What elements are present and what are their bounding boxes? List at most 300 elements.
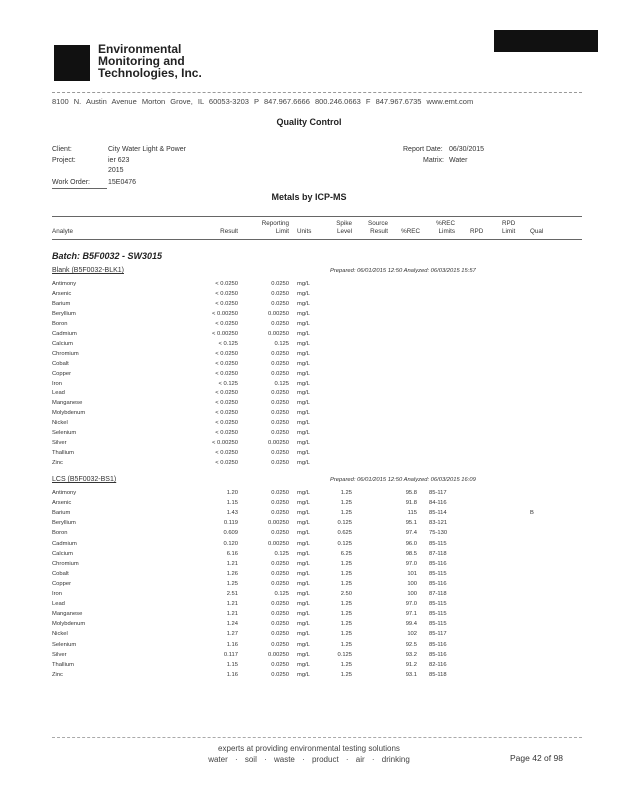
col-source-line2: Result — [370, 228, 388, 235]
company-address: 8100 N. Austin Avenue Morton Grove, IL 60053-3203 P 847.967.6666 800.246.0663 F 847.967.6735 www.emt.com — [52, 97, 474, 106]
cell-rec: 91.2 — [405, 661, 417, 668]
cell-rec-limits: 85-116 — [429, 580, 447, 587]
cell-rec-limits: 85-117 — [429, 631, 447, 638]
cell-result: 1.27 — [226, 631, 238, 638]
cell-analyte: Nickel — [52, 631, 68, 638]
blank-label: Blank (B5F0032-BLK1) — [52, 267, 124, 274]
cell-analyte: Copper — [52, 370, 72, 377]
cell-units: mg/L — [297, 651, 310, 658]
workorder-rule — [52, 188, 107, 189]
cell-units: mg/L — [297, 380, 310, 387]
redaction-bar — [494, 30, 598, 52]
footer-divider — [52, 737, 582, 738]
cell-spike-level: 1.25 — [340, 671, 352, 678]
table-row — [0, 510, 618, 520]
cell-units: mg/L — [297, 430, 310, 437]
cell-result: 1.21 — [226, 601, 238, 608]
cell-reporting-limit: 0.125 — [274, 550, 289, 557]
cell-units: mg/L — [297, 450, 310, 457]
cell-units: mg/L — [297, 310, 310, 317]
cell-units: mg/L — [297, 540, 310, 547]
cell-spike-level: 1.25 — [340, 601, 352, 608]
cell-reporting-limit: 0.0250 — [271, 530, 289, 537]
cell-result: 0.117 — [223, 651, 238, 658]
table-row — [0, 611, 618, 621]
table-row — [0, 621, 618, 631]
header-divider — [52, 92, 582, 93]
matrix-label: Matrix: — [423, 157, 444, 164]
cell-reporting-limit: 0.0250 — [271, 420, 289, 427]
cell-analyte: Selenium — [52, 430, 77, 437]
cell-result: < 0.0250 — [215, 430, 238, 437]
cell-rec: 97.1 — [405, 611, 417, 618]
cell-spike-level: 6.25 — [340, 550, 352, 557]
cell-units: mg/L — [297, 621, 310, 628]
cell-analyte: Lead — [52, 601, 65, 608]
cell-spike-level: 1.25 — [340, 490, 352, 496]
cell-reporting-limit: 0.00250 — [268, 440, 289, 447]
cell-units: mg/L — [297, 490, 310, 496]
cell-result: < 0.0250 — [215, 370, 238, 377]
cell-spike-level: 1.25 — [340, 611, 352, 618]
table-row — [0, 450, 618, 460]
table-row — [0, 561, 618, 571]
cell-reporting-limit: 0.0250 — [271, 490, 289, 496]
cell-spike-level: 1.25 — [340, 631, 352, 638]
cell-reporting-limit: 0.0250 — [271, 661, 289, 668]
cell-reporting-limit: 0.0250 — [271, 641, 289, 648]
workorder-value: 15E0476 — [108, 179, 137, 186]
cell-units: mg/L — [297, 580, 310, 587]
company-name-line: Environmental — [98, 42, 182, 56]
cell-spike-level: 1.25 — [340, 500, 352, 507]
cell-rec-limits: 87-118 — [429, 550, 447, 557]
lcs-label: LCS (B5F0032-BS1) — [52, 476, 117, 483]
cell-result: 1.16 — [226, 671, 238, 678]
table-row — [0, 601, 618, 611]
cell-reporting-limit: 0.0250 — [271, 621, 289, 628]
cell-rec: 102 — [407, 631, 417, 638]
cell-units: mg/L — [297, 661, 310, 668]
cell-result: < 0.0250 — [215, 360, 238, 367]
table-row — [0, 361, 618, 371]
cell-analyte: Calcium — [52, 340, 73, 347]
table-row — [0, 400, 618, 410]
project-label: Project: — [52, 157, 76, 164]
col-rpdlimit-line1: RPD — [502, 220, 516, 227]
cell-reporting-limit: 0.125 — [274, 380, 289, 387]
cell-units: mg/L — [297, 530, 310, 537]
company-logo — [54, 45, 90, 81]
col-spike-level — [330, 220, 352, 236]
cell-analyte: Cobalt — [52, 570, 69, 577]
cell-rec-limits: 85-117 — [429, 490, 447, 496]
cell-units: mg/L — [297, 420, 310, 427]
cell-spike-level: 2.50 — [340, 591, 352, 597]
col-spike-line2: Level — [336, 228, 352, 235]
cell-rec: 95.8 — [405, 490, 417, 496]
cell-analyte: Arsenic — [52, 290, 72, 297]
cell-spike-level: 0.125 — [337, 651, 352, 658]
cell-reporting-limit: 0.0250 — [271, 300, 289, 307]
cell-analyte: Cadmium — [52, 330, 77, 337]
cell-analyte: Zinc — [52, 460, 63, 467]
company-name-line: Monitoring and — [98, 54, 185, 68]
cell-result: < 0.0250 — [215, 460, 238, 467]
report-title: Quality Control — [276, 117, 342, 127]
col-result: Result — [220, 228, 238, 235]
cell-units: mg/L — [297, 300, 310, 307]
cell-reporting-limit: 0.0250 — [271, 671, 289, 678]
cell-result: < 0.00250 — [212, 440, 238, 447]
cell-reporting-limit: 0.0250 — [271, 320, 289, 327]
report-date-label: Report Date: — [403, 146, 443, 153]
cell-reporting-limit: 0.0250 — [271, 360, 289, 367]
table-row — [0, 652, 618, 662]
col-source-result — [364, 220, 388, 236]
cell-reporting-limit: 0.0250 — [271, 290, 289, 297]
cell-spike-level: 1.25 — [340, 510, 352, 517]
cell-rec-limits: 85-115 — [429, 540, 447, 547]
col-analyte: Analyte — [52, 228, 74, 235]
cell-units: mg/L — [297, 390, 310, 397]
cell-spike-level: 1.25 — [340, 621, 352, 628]
cell-analyte: Zinc — [52, 671, 63, 678]
cell-units: mg/L — [297, 360, 310, 367]
cell-rec-limits: 85-115 — [429, 621, 447, 628]
cell-rec: 101 — [407, 570, 417, 577]
cell-analyte: Antimony — [52, 490, 77, 496]
cell-rec: 97.0 — [405, 601, 417, 608]
footer-tagline: experts at providing environmental testing solutions — [218, 744, 400, 753]
table-row — [0, 541, 618, 551]
lcs-prep-info: Prepared: 06/01/2015 12:50 Analyzed: 06/03/2015 16:09 — [330, 477, 476, 483]
cell-units: mg/L — [297, 570, 310, 577]
cell-rec: 97.0 — [405, 560, 417, 567]
cell-result: < 0.0250 — [215, 300, 238, 307]
cell-units: mg/L — [297, 641, 310, 648]
cell-analyte: Beryllium — [52, 310, 76, 317]
cell-result: < 0.0250 — [215, 390, 238, 397]
cell-result: 1.21 — [226, 560, 238, 567]
cell-analyte: Copper — [52, 580, 72, 587]
table-row — [0, 672, 618, 682]
cell-result: < 0.0250 — [215, 350, 238, 357]
cell-analyte: Silver — [52, 651, 67, 658]
cell-reporting-limit: 0.00250 — [268, 540, 289, 547]
cell-qualifier: B — [530, 510, 534, 517]
table-row — [0, 460, 618, 470]
footer-services: water · soil · waste · product · air · drinking — [208, 755, 410, 764]
cell-units: mg/L — [297, 340, 310, 347]
cell-units: mg/L — [297, 671, 310, 678]
cell-analyte: Boron — [52, 320, 68, 327]
cell-analyte: Barium — [52, 510, 71, 517]
col-spike-line1: Spike — [336, 220, 352, 227]
cell-result: < 0.0250 — [215, 420, 238, 427]
col-rpd: RPD — [470, 228, 484, 235]
section-title: Metals by ICP-MS — [271, 192, 347, 202]
cell-reporting-limit: 0.0250 — [271, 510, 289, 517]
table-row — [0, 662, 618, 672]
table-row — [0, 311, 618, 321]
cell-result: 1.16 — [226, 641, 238, 648]
project-value-line2: 2015 — [108, 167, 124, 174]
cell-spike-level: 1.25 — [340, 661, 352, 668]
cell-reporting-limit: 0.0250 — [271, 281, 289, 287]
cell-reporting-limit: 0.0250 — [271, 631, 289, 638]
table-row — [0, 351, 618, 361]
cell-reporting-limit: 0.0250 — [271, 601, 289, 608]
cell-result: < 0.0250 — [215, 281, 238, 287]
cell-rec-limits: 85-115 — [429, 601, 447, 608]
cell-result: < 0.0250 — [215, 320, 238, 327]
cell-reporting-limit: 0.00250 — [268, 310, 289, 317]
cell-rec-limits: 84-116 — [429, 500, 447, 507]
cell-analyte: Antimony — [52, 281, 77, 287]
cell-reporting-limit: 0.0250 — [271, 580, 289, 587]
cell-reporting-limit: 0.0250 — [271, 390, 289, 397]
cell-result: < 0.0250 — [215, 410, 238, 417]
cell-analyte: Cobalt — [52, 360, 69, 367]
cell-analyte: Thallium — [52, 661, 74, 668]
table-row — [0, 381, 618, 391]
cell-rec: 93.2 — [405, 651, 417, 658]
workorder-label: Work Order: — [52, 179, 90, 186]
cell-result: 6.16 — [226, 550, 238, 557]
cell-result: < 0.00250 — [212, 330, 238, 337]
cell-analyte: Silver — [52, 440, 67, 447]
col-reclimits-line2: Limits — [438, 228, 455, 235]
table-row — [0, 301, 618, 311]
cell-result: 1.26 — [226, 570, 238, 577]
cell-rec-limits: 87-118 — [429, 591, 447, 597]
cell-analyte: Beryllium — [52, 520, 76, 527]
cell-analyte: Manganese — [52, 400, 83, 407]
table-row — [0, 420, 618, 430]
cell-analyte: Iron — [52, 591, 62, 597]
table-row — [0, 642, 618, 652]
table-row — [0, 520, 618, 530]
cell-analyte: Barium — [52, 300, 71, 307]
cell-reporting-limit: 0.0250 — [271, 430, 289, 437]
cell-rec: 97.4 — [405, 530, 417, 537]
batch-title: Batch: B5F0032 - SW3015 — [52, 251, 163, 261]
company-name-line: Technologies, Inc. — [98, 66, 202, 80]
cell-units: mg/L — [297, 601, 310, 608]
table-row — [0, 390, 618, 400]
company-name — [98, 43, 202, 79]
table-row — [0, 291, 618, 301]
cell-reporting-limit: 0.0250 — [271, 350, 289, 357]
table-row — [0, 281, 618, 291]
cell-rec-limits: 85-116 — [429, 641, 447, 648]
cell-units: mg/L — [297, 400, 310, 407]
cell-reporting-limit: 0.0250 — [271, 410, 289, 417]
cell-result: 1.15 — [226, 500, 238, 507]
table-row — [0, 490, 618, 500]
cell-analyte: Lead — [52, 390, 65, 397]
col-rl-line1: Reporting — [261, 220, 289, 227]
cell-reporting-limit: 0.0250 — [271, 400, 289, 407]
cell-analyte: Manganese — [52, 611, 83, 618]
col-rec: %REC — [401, 228, 420, 235]
cell-rec: 91.8 — [405, 500, 417, 507]
cell-units: mg/L — [297, 440, 310, 447]
cell-rec-limits: 85-114 — [429, 510, 447, 517]
table-row — [0, 530, 618, 540]
cell-rec-limits: 85-116 — [429, 560, 447, 567]
report-date-value: 06/30/2015 — [449, 146, 485, 153]
cell-spike-level: 1.25 — [340, 570, 352, 577]
col-rpd-limit — [502, 220, 522, 236]
cell-rec: 100 — [407, 580, 417, 587]
table-row — [0, 440, 618, 450]
cell-units: mg/L — [297, 281, 310, 287]
cell-reporting-limit: 0.0250 — [271, 370, 289, 377]
cell-result: 1.25 — [226, 580, 238, 587]
col-reporting-limit — [246, 220, 289, 236]
cell-units: mg/L — [297, 370, 310, 377]
cell-result: 0.609 — [223, 530, 238, 537]
cell-result: < 0.0250 — [215, 400, 238, 407]
cell-reporting-limit: 0.0250 — [271, 450, 289, 457]
col-qualifier: Qual — [530, 228, 544, 235]
cell-units: mg/L — [297, 550, 310, 557]
cell-units: mg/L — [297, 330, 310, 337]
matrix-value: Water — [449, 157, 468, 164]
cell-units: mg/L — [297, 460, 310, 467]
cell-rec: 96.0 — [405, 540, 417, 547]
cell-analyte: Chromium — [52, 560, 79, 567]
cell-units: mg/L — [297, 611, 310, 618]
cell-spike-level: 0.125 — [337, 540, 352, 547]
cell-analyte: Arsenic — [52, 500, 72, 507]
cell-analyte: Selenium — [52, 641, 77, 648]
cell-rec: 98.5 — [405, 550, 417, 557]
cell-analyte: Chromium — [52, 350, 79, 357]
cell-spike-level: 1.25 — [340, 560, 352, 567]
cell-rec: 100 — [407, 591, 417, 597]
page-number: Page 42 of 98 — [510, 753, 563, 763]
cell-result: < 0.0250 — [215, 450, 238, 457]
client-label: Client: — [52, 146, 72, 153]
cell-reporting-limit: 0.125 — [274, 340, 289, 347]
cell-reporting-limit: 0.0250 — [271, 611, 289, 618]
cell-reporting-limit: 0.00250 — [268, 520, 289, 527]
cell-rec-limits: 82-116 — [429, 661, 447, 668]
table-row — [0, 500, 618, 510]
cell-result: 1.15 — [226, 661, 238, 668]
cell-reporting-limit: 0.00250 — [268, 651, 289, 658]
table-row — [0, 551, 618, 561]
cell-rec-limits: 85-115 — [429, 611, 447, 618]
cell-units: mg/L — [297, 510, 310, 517]
table-row — [0, 410, 618, 420]
cell-units: mg/L — [297, 631, 310, 638]
cell-result: 0.120 — [223, 540, 238, 547]
cell-spike-level: 0.625 — [337, 530, 352, 537]
cell-reporting-limit: 0.0250 — [271, 500, 289, 507]
cell-rec-limits: 83-121 — [429, 520, 448, 527]
cell-rec-limits: 85-118 — [429, 671, 447, 678]
cell-analyte: Iron — [52, 380, 62, 387]
cell-result: 1.20 — [226, 490, 238, 496]
cell-rec-limits: 85-115 — [429, 570, 447, 577]
cell-rec-limits: 75-130 — [429, 530, 448, 537]
cell-units: mg/L — [297, 500, 310, 507]
col-rpdlimit-line2: Limit — [502, 228, 516, 235]
cell-rec: 115 — [407, 510, 417, 517]
cell-analyte: Thallium — [52, 450, 74, 457]
table-header-rule — [52, 239, 582, 240]
col-source-line1: Source — [368, 220, 388, 227]
cell-analyte: Molybdenum — [52, 621, 86, 628]
cell-units: mg/L — [297, 350, 310, 357]
table-row — [0, 591, 618, 601]
cell-rec: 92.5 — [405, 641, 417, 648]
client-value: City Water Light & Power — [108, 146, 186, 153]
cell-result: 1.43 — [226, 510, 238, 517]
cell-rec: 99.4 — [405, 621, 417, 628]
cell-spike-level: 0.125 — [337, 520, 352, 527]
cell-rec: 95.1 — [405, 520, 417, 527]
cell-units: mg/L — [297, 560, 310, 567]
cell-spike-level: 1.25 — [340, 641, 352, 648]
cell-rec-limits: 85-116 — [429, 651, 447, 658]
cell-reporting-limit: 0.0250 — [271, 560, 289, 567]
table-row — [0, 631, 618, 641]
cell-result: 2.51 — [226, 591, 238, 597]
cell-analyte: Molybdenum — [52, 410, 86, 417]
cell-analyte: Nickel — [52, 420, 68, 427]
cell-rec: 93.1 — [405, 671, 417, 678]
cell-result: 0.119 — [223, 520, 238, 527]
table-row — [0, 571, 618, 581]
cell-units: mg/L — [297, 320, 310, 327]
cell-result: < 0.125 — [218, 380, 238, 387]
table-row — [0, 341, 618, 351]
cell-result: < 0.125 — [218, 340, 238, 347]
project-value: ier 623 — [108, 157, 130, 164]
cell-units: mg/L — [297, 410, 310, 417]
cell-reporting-limit: 0.0250 — [271, 570, 289, 577]
cell-result: 1.21 — [226, 611, 238, 618]
cell-result: < 0.00250 — [212, 310, 238, 317]
cell-reporting-limit: 0.125 — [274, 591, 289, 597]
cell-units: mg/L — [297, 520, 310, 527]
cell-spike-level: 1.25 — [340, 580, 352, 587]
cell-analyte: Calcium — [52, 550, 73, 557]
table-row — [0, 371, 618, 381]
col-units: Units — [297, 228, 312, 235]
blank-prep-info: Prepared: 06/01/2015 12:50 Analyzed: 06/03/2015 15:57 — [330, 268, 476, 274]
col-rl-line2: Limit — [275, 228, 289, 235]
cell-result: 1.24 — [226, 621, 238, 628]
table-row — [0, 430, 618, 440]
table-row — [0, 331, 618, 341]
cell-analyte: Cadmium — [52, 540, 77, 547]
table-row — [0, 321, 618, 331]
cell-reporting-limit: 0.0250 — [271, 460, 289, 467]
cell-units: mg/L — [297, 290, 310, 297]
cell-analyte: Boron — [52, 530, 68, 537]
cell-reporting-limit: 0.00250 — [268, 330, 289, 337]
cell-units: mg/L — [297, 591, 310, 597]
table-row — [0, 581, 618, 591]
cell-result: < 0.0250 — [215, 290, 238, 297]
table-top-rule — [52, 216, 582, 217]
